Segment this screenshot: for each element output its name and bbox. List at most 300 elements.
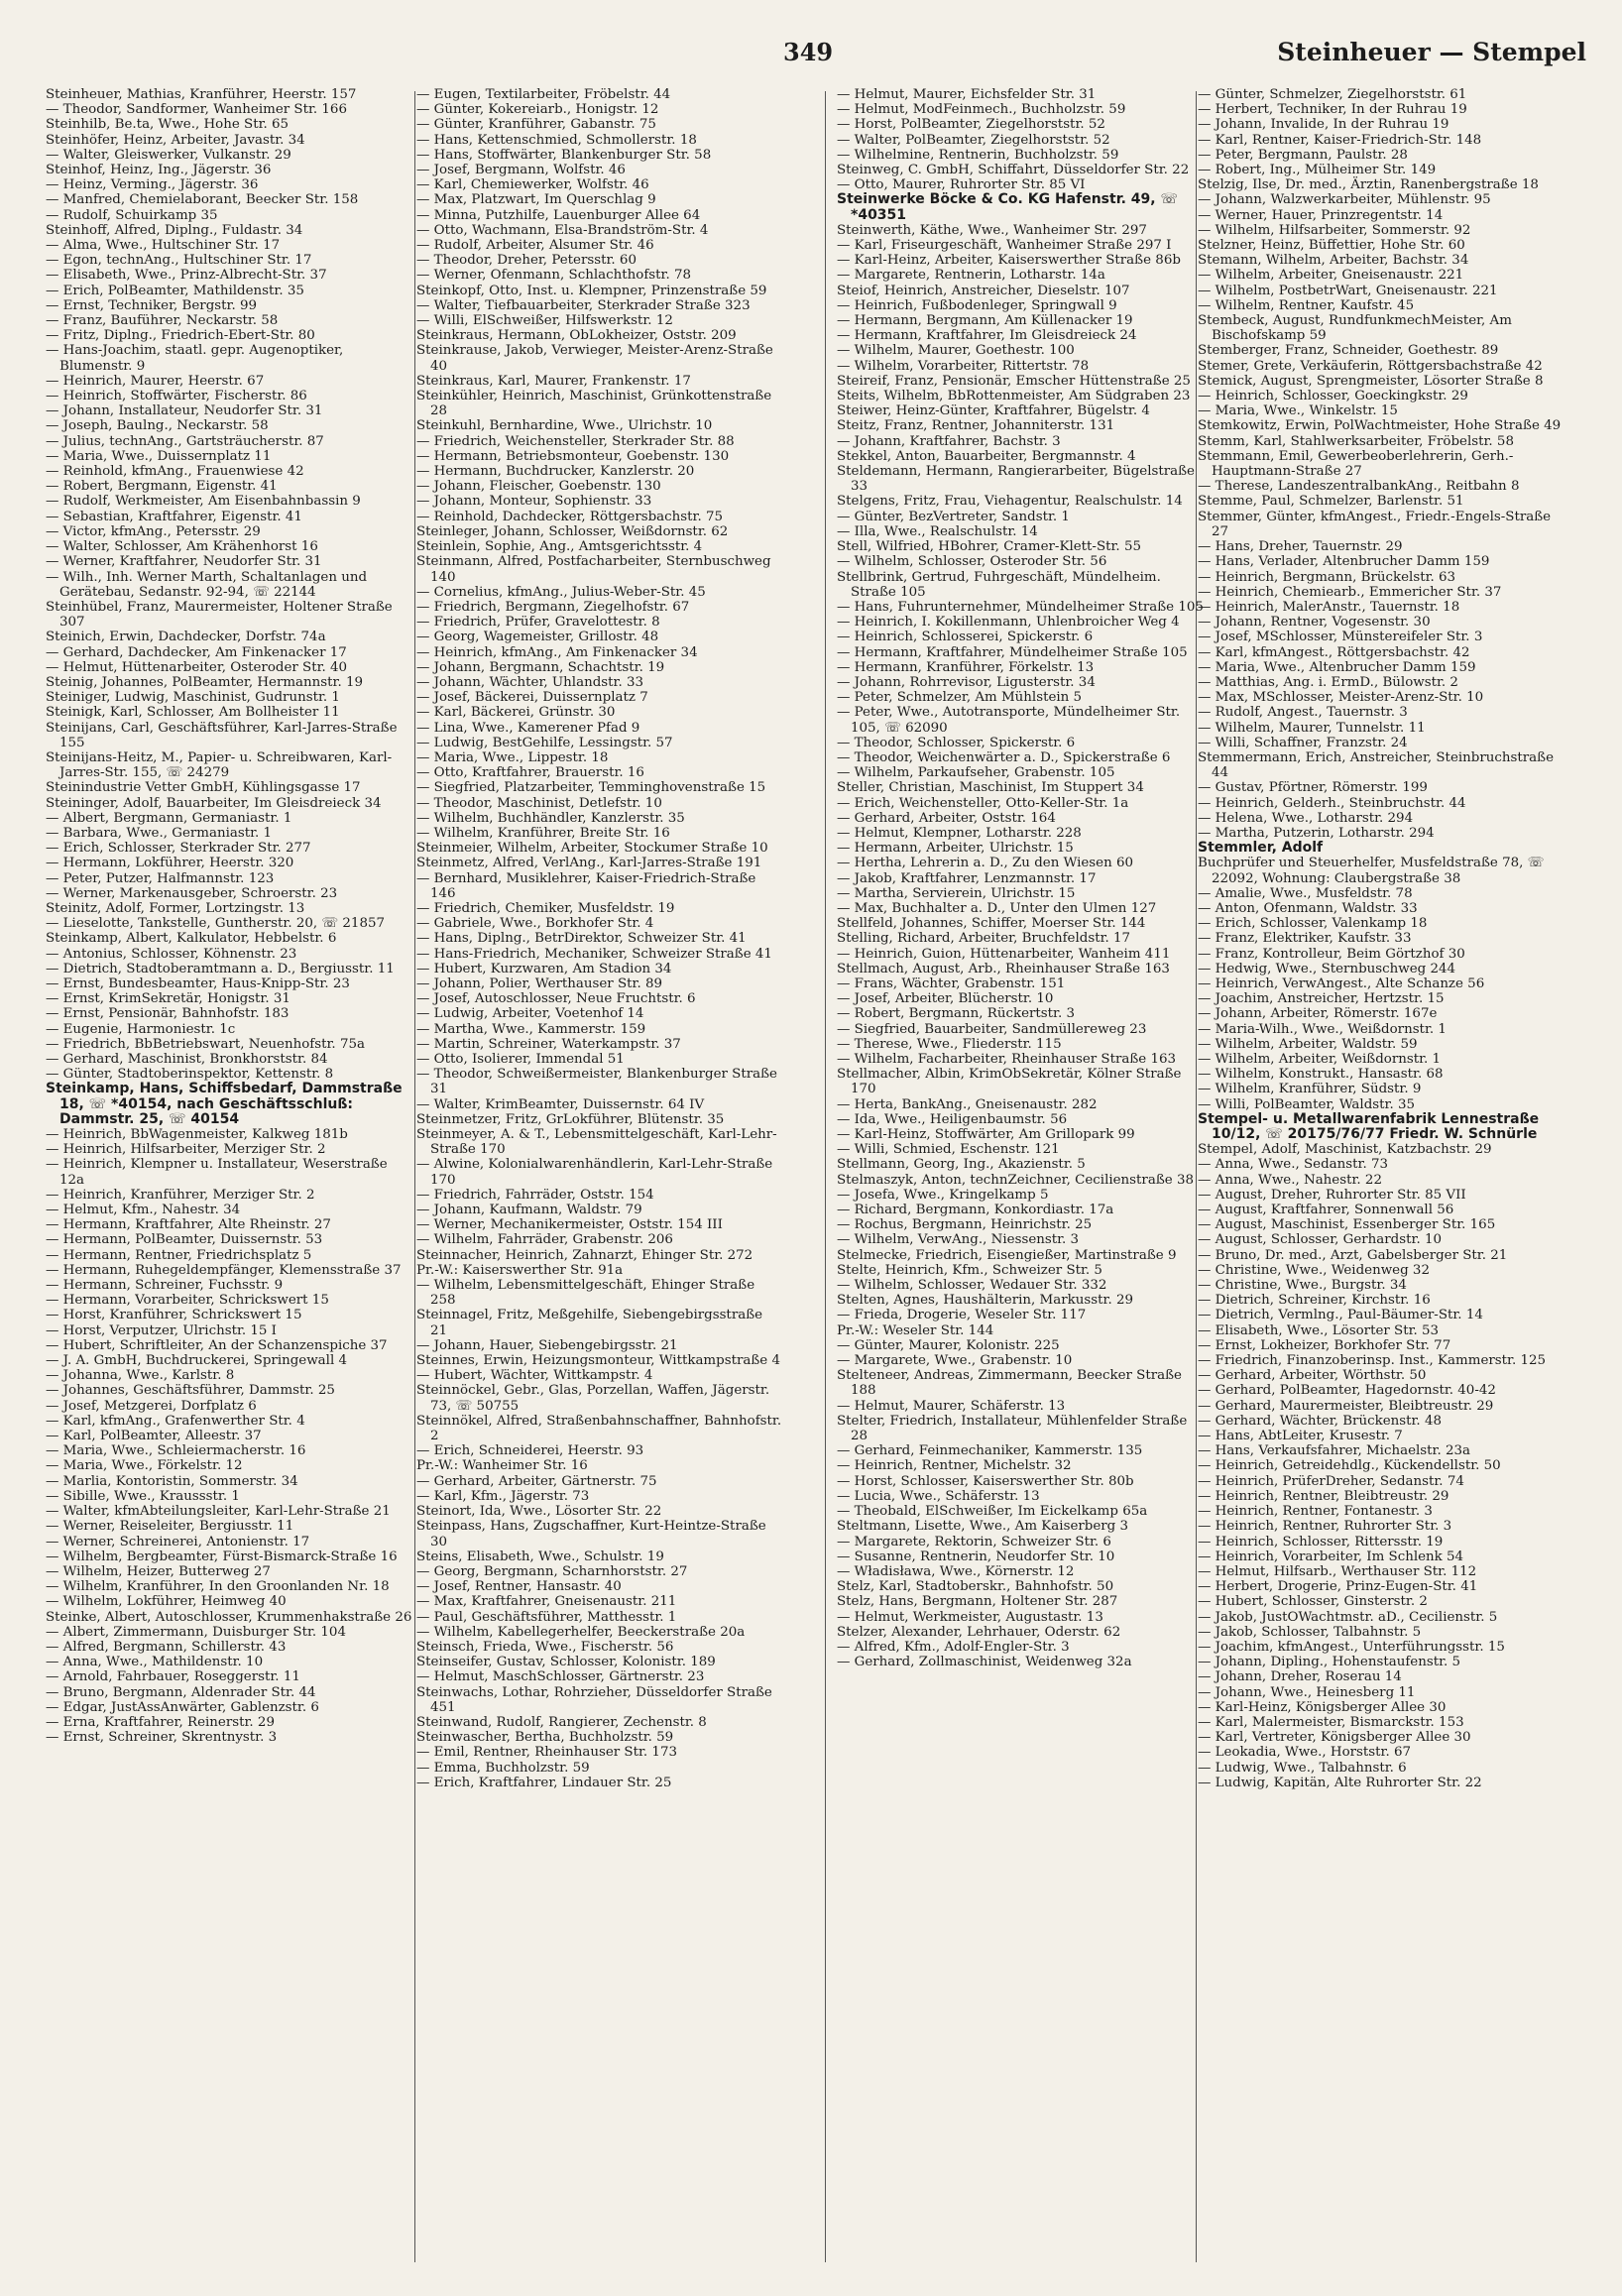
- directory-entry: — Heinrich, Stoffwärter, Fischerstr. 86: [46, 389, 307, 404]
- directory-entry: — Friedrich, Weichensteller, Sterkrader Str. 88: [416, 433, 735, 449]
- directory-entry: — Ludwig, Kapitän, Alte Ruhrorter Str. 22: [1198, 1775, 1482, 1790]
- directory-entry: — Egon, technAng., Hultschiner Str. 17: [46, 253, 312, 269]
- directory-entry: — Hermann, Kraftfahrer, Im Gleisdreieck 24: [837, 328, 1137, 344]
- directory-entry: — Gerhard, PolBeamter, Hagedornstr. 40-42: [1198, 1383, 1496, 1399]
- directory-entry: — Johann, Hauer, Siebengebirgsstr. 21: [416, 1337, 678, 1353]
- directory-entry: — Władisława, Wwe., Körnerstr. 12: [837, 1563, 1075, 1579]
- directory-entry: — Heinrich, BbWagenmeister, Kalkweg 181b: [46, 1127, 348, 1143]
- directory-entry: — Max, MSchlosser, Meister-Arenz-Str. 10: [1198, 690, 1484, 706]
- directory-entry: — Rudolf, Schuirkamp 35: [46, 207, 218, 223]
- directory-entry: — Margarete, Wwe., Grabenstr. 10: [837, 1353, 1073, 1369]
- directory-entry: — Maria, Wwe., Duissernplatz 11: [46, 448, 272, 464]
- directory-entry: — Reinhold, kfmAng., Frauenwiese 42: [46, 464, 304, 480]
- directory-entry: — Robert, Bergmann, Rückertstr. 3: [837, 1006, 1076, 1022]
- directory-entry: — Peter, Wwe., Autotransporte, Mündelheimer Str. 105, ☏ 62090: [837, 705, 1181, 736]
- directory-entry: — Wilhelm, Bergbeamter, Fürst-Bismarck-Straße 16: [46, 1549, 398, 1564]
- directory-entry: Steiwer, Heinz-Günter, Kraftfahrer, Bügelstr. 4: [837, 403, 1150, 419]
- directory-entry: — Jakob, JustOWachtmstr. aD., Cecilienstr. 5: [1198, 1609, 1498, 1625]
- directory-entry: Steinmeier, Wilhelm, Arbeiter, Stockumer Straße 10: [416, 841, 768, 857]
- directory-entry: Steinnökel, Alfred, Straßenbahnschaffner, Bahnhofstr. 2: [416, 1413, 782, 1444]
- directory-entry: — Hedwig, Wwe., Sternbuschweg 244: [1198, 961, 1456, 976]
- column-3: [837, 87, 1204, 2258]
- directory-entry: Stellbrink, Gertrud, Fuhrgeschäft, Mündelheim. Straße 105: [837, 569, 1161, 600]
- directory-entry: — Johann, Walzwerkarbeiter, Mühlenstr. 95: [1198, 192, 1491, 208]
- directory-entry: — Johann, Fleischer, Goebenstr. 130: [416, 479, 661, 495]
- directory-entry: Stempel, Adolf, Maschinist, Katzbachstr. 29: [1198, 1142, 1492, 1158]
- directory-entry: — Hermann, PolBeamter, Duissernstr. 53: [46, 1232, 323, 1248]
- directory-entry: — Jakob, Kraftfahrer, Lenzmannstr. 17: [837, 870, 1097, 886]
- directory-entry: — Hans, AbtLeiter, Krusestr. 7: [1198, 1429, 1403, 1444]
- directory-entry: — Alma, Wwe., Hultschiner Str. 17: [46, 238, 281, 254]
- directory-entry: Steinmetzer, Fritz, GrLokführer, Blütenstr. 35: [416, 1111, 725, 1127]
- directory-entry: — Bruno, Dr. med., Arzt, Gabelsberger Str. 21: [1198, 1247, 1508, 1263]
- directory-entry: — Helmut, Kfm., Nahestr. 34: [46, 1203, 241, 1218]
- directory-entry: — Otto, Maurer, Ruhrorter Str. 85 VI: [837, 177, 1086, 193]
- directory-entry: — Dietrich, Stadtoberamtmann a. D., Bergiusstr. 11: [46, 961, 395, 976]
- directory-entry: Steinijans-Heitz, M., Papier- u. Schreibwaren, Karl-Jarres-Str. 155, ☏ 24279: [46, 749, 393, 781]
- directory-entry: Steiniger, Ludwig, Maschinist, Gudrunstr. 1: [46, 690, 340, 706]
- directory-entry: — Heinrich, Rentner, Bleibtreustr. 29: [1198, 1488, 1449, 1504]
- directory-entry: — Martin, Schreiner, Waterkampstr. 37: [416, 1036, 681, 1052]
- directory-entry: — Werner, Ofenmann, Schlachthofstr. 78: [416, 268, 692, 284]
- directory-entry: — Therese, Wwe., Fliederstr. 115: [837, 1036, 1062, 1052]
- directory-entry: Steinheuer, Mathias, Kranführer, Heerstr. 157: [46, 87, 357, 102]
- directory-entry: Stemmermann, Erich, Anstreicher, Steinbruchstraße 44: [1198, 749, 1554, 781]
- directory-entry: Steinhof, Heinz, Ing., Jägerstr. 36: [46, 163, 272, 178]
- directory-entry: — Sibille, Wwe., Kraussstr. 1: [46, 1488, 240, 1504]
- directory-entry: — Hubert, Wächter, Wittkampstr. 4: [416, 1368, 653, 1384]
- directory-entry: — Johann, Dipling., Hohenstaufenstr. 5: [1198, 1655, 1461, 1670]
- directory-entry: — Christine, Wwe., Burgstr. 34: [1198, 1278, 1407, 1294]
- directory-entry: — Friedrich, Bergmann, Ziegelhofstr. 67: [416, 599, 690, 615]
- directory-entry: — Heinrich, Schlosser, Rittersstr. 19: [1198, 1534, 1444, 1550]
- directory-entry: — Heinrich, Guion, Hüttenarbeiter, Wanheim 411: [837, 946, 1171, 962]
- directory-entry: — Gerhard, Dachdecker, Am Finkenacker 17: [46, 644, 347, 660]
- directory-entry: — Peter, Bergmann, Paulstr. 28: [1198, 147, 1408, 163]
- directory-entry: — Heinrich, MalerAnstr., Tauernstr. 18: [1198, 599, 1460, 615]
- directory-entry: — Horst, PolBeamter, Ziegelhorststr. 52: [837, 117, 1105, 133]
- directory-entry: — Helmut, ModFeinmech., Buchholzstr. 59: [837, 102, 1126, 118]
- directory-entry: — Anna, Wwe., Sedanstr. 73: [1198, 1157, 1388, 1173]
- directory-entry: Steinkamp, Hans, Schiffsbedarf, Dammstraße 18, ☏ *40154, nach Geschäftsschluß: Dammstr. 25, ☏ 40154: [46, 1081, 403, 1127]
- directory-entry: — Johann, Polier, Werthauser Str. 89: [416, 976, 663, 991]
- directory-entry: — Günter, Kokereiarb., Honigstr. 12: [416, 102, 659, 118]
- directory-entry: Steinwerth, Käthe, Wwe., Wanheimer Str. 297: [837, 222, 1147, 238]
- directory-entry: — Marlia, Kontoristin, Sommerstr. 34: [46, 1473, 298, 1489]
- directory-entry: Steinpass, Hans, Zugschaffner, Kurt-Heintze-Straße 30: [416, 1519, 766, 1550]
- directory-entry: — Wilhelm, Arbeiter, Waldstr. 59: [1198, 1036, 1418, 1052]
- directory-entry: — Ernst, Schreiner, Skrentnystr. 3: [46, 1730, 278, 1746]
- directory-entry: — J. A. GmbH, Buchdruckerei, Springewall 4: [46, 1353, 348, 1369]
- directory-entry: — Maria, Wwe., Förkelstr. 12: [46, 1458, 243, 1474]
- directory-entry: — Julius, technAng., Gartsträucherstr. 87: [46, 433, 324, 449]
- directory-entry: Steinmann, Alfred, Postfacharbeiter, Sternbuschweg 140: [416, 554, 771, 585]
- directory-entry: — Wilhelm, Lebensmittelgeschäft, Ehinger Straße 258: [416, 1278, 755, 1309]
- directory-entry: — August, Schlosser, Gerhardstr. 10: [1198, 1232, 1442, 1248]
- directory-entry: — Martha, Servierein, Ulrichstr. 15: [837, 885, 1076, 901]
- directory-entry: — Wilhelm, PostbetrWart, Gneisenaustr. 221: [1198, 283, 1498, 298]
- directory-entry: Stelzig, Ilse, Dr. med., Ärztin, Ranenbergstraße 18: [1198, 177, 1539, 193]
- directory-entry: — Otto, Wachmann, Elsa-Brandström-Str. 4: [416, 222, 709, 238]
- directory-entry: — Hermann, Kraftfahrer, Alte Rheinstr. 27: [46, 1217, 331, 1233]
- directory-entry: — Robert, Ing., Mülheimer Str. 149: [1198, 163, 1437, 178]
- directory-entry: — Dietrich, Vermlng., Paul-Bäumer-Str. 14: [1198, 1308, 1483, 1323]
- directory-entry: — Johann, Rohrrevisor, Ligusterstr. 34: [837, 674, 1096, 690]
- directory-entry: — Wilhelm, Buchhändler, Kanzlerstr. 35: [416, 810, 685, 826]
- directory-entry: Stemmer, Günter, kfmAngest., Friedr.-Engels-Straße 27: [1198, 509, 1552, 539]
- directory-entry: — Karl, Friseurgeschäft, Wanheimer Straße 297 I: [837, 238, 1172, 254]
- directory-entry: — Heinrich, PrüferDreher, Sedanstr. 74: [1198, 1473, 1464, 1489]
- directory-entry: Stemberger, Franz, Schneider, Goethestr. 89: [1198, 343, 1499, 359]
- column-4: [1198, 87, 1564, 2258]
- directory-entry: Steinwerke Böcke & Co. KG Hafenstr. 49, ☏ *40351: [837, 191, 1178, 223]
- directory-entry: — Eugen, Textilarbeiter, Fröbelstr. 44: [416, 87, 671, 102]
- directory-entry: Stellfeld, Johannes, Schiffer, Moerser Str. 144: [837, 916, 1146, 932]
- directory-entry: — Heinrich, Rentner, Michelstr. 32: [837, 1458, 1072, 1474]
- directory-entry: — Willi, ElSchweißer, Hilfswerkstr. 12: [416, 313, 673, 329]
- directory-entry: — Elisabeth, Wwe., Prinz-Albrecht-Str. 37: [46, 268, 327, 284]
- directory-entry: — Willi, Schaffner, Franzstr. 24: [1198, 735, 1408, 750]
- directory-entry: Buchprüfer und Steuerhelfer, Musfeldstraße 78, ☏ 22092, Wohnung: Claubergstraße 38: [1198, 856, 1545, 886]
- directory-entry: — Johanna, Wwe., Karlstr. 8: [46, 1368, 235, 1384]
- directory-entry: — Ludwig, Arbeiter, Voetenhof 14: [416, 1006, 644, 1022]
- directory-entry: — Ludwig, BestGehilfe, Lessingstr. 57: [416, 735, 673, 750]
- directory-entry: Steits, Wilhelm, BbRottenmeister, Am Südgraben 23: [837, 389, 1191, 404]
- directory-entry: — Heinrich, Klempner u. Installateur, Weserstraße 12a: [46, 1157, 388, 1188]
- directory-entry: — Helmut, Hilfsarb., Werthauser Str. 112: [1198, 1563, 1477, 1579]
- directory-entry: — Werner, Mechanikermeister, Oststr. 154 III: [416, 1217, 723, 1233]
- directory-entry: — Hermann, Buchdrucker, Kanzlerstr. 20: [416, 464, 695, 480]
- directory-entry: — Hans, Verlader, Altenbrucher Damm 159: [1198, 554, 1490, 570]
- directory-entry: — Wilhelm, Rentner, Kaufstr. 45: [1198, 297, 1415, 313]
- directory-entry: Steinwand, Rudolf, Rangierer, Zechenstr. 8: [416, 1714, 707, 1730]
- directory-entry: Steinweg, C. GmbH, Schiffahrt, Düsseldorfer Str. 22: [837, 163, 1190, 178]
- directory-entry: — Matthias, Ang. i. ErmD., Bülowstr. 2: [1198, 674, 1458, 690]
- directory-entry: — Erich, Schlosser, Sterkrader Str. 277: [46, 841, 311, 857]
- directory-entry: — Heinrich, Rentner, Fontanestr. 3: [1198, 1504, 1433, 1520]
- directory-entry: — Wilhelm, Kranführer, Südstr. 9: [1198, 1082, 1422, 1097]
- directory-entry: Steinwachs, Lothar, Rohrzieher, Düsseldorfer Straße 451: [416, 1684, 772, 1715]
- directory-entry: Steinkamp, Albert, Kalkulator, Hebbelstr. 6: [46, 931, 337, 947]
- directory-entry: — Ernst, Bundesbeamter, Haus-Knipp-Str. 23: [46, 976, 350, 991]
- directory-entry: — Alwine, Kolonialwarenhändlerin, Karl-Lehr-Straße 170: [416, 1157, 773, 1188]
- directory-entry: — Martha, Putzerin, Lotharstr. 294: [1198, 825, 1435, 841]
- directory-entry: — Siegfried, Bauarbeiter, Sandmüllereweg 23: [837, 1021, 1147, 1037]
- directory-entry: Steins, Elisabeth, Wwe., Schulstr. 19: [416, 1549, 664, 1564]
- directory-entry: — Wilh., Inh. Werner Marth, Schaltanlagen und Gerätebau, Sedanstr. 92-94, ☏ 22144: [46, 569, 368, 600]
- directory-entry: Stemm, Karl, Stahlwerksarbeiter, Fröbelstr. 58: [1198, 433, 1514, 449]
- directory-entry: — Gerhard, Arbeiter, Gärtnerstr. 75: [416, 1473, 657, 1489]
- directory-entry: Stelmecke, Friedrich, Eisengießer, Martinstraße 9: [837, 1247, 1177, 1263]
- directory-entry: — Albert, Bergmann, Germaniastr. 1: [46, 810, 292, 826]
- directory-entry: — Erich, Weichensteller, Otto-Keller-Str. 1a: [837, 795, 1129, 811]
- directory-entry: Pr.-W.: Kaiserswerther Str. 91a: [416, 1262, 624, 1278]
- directory-entry: — Albert, Zimmermann, Duisburger Str. 104: [46, 1624, 346, 1640]
- directory-entry: — Joachim, Anstreicher, Hertzstr. 15: [1198, 991, 1445, 1007]
- directory-entry: — Maria, Wwe., Schleiermacherstr. 16: [46, 1443, 306, 1459]
- directory-entry: — Robert, Bergmann, Eigenstr. 41: [46, 479, 278, 495]
- directory-entry: — Heinrich, Chemiearb., Emmericher Str. 37: [1198, 584, 1502, 600]
- directory-entry: — Heinrich, Gelderh., Steinbruchstr. 44: [1198, 795, 1466, 811]
- directory-entry: — Hubert, Schriftleiter, An der Schanzenspiche 37: [46, 1337, 388, 1353]
- directory-entry: — Wilhelm, Konstrukt., Hansastr. 68: [1198, 1067, 1444, 1083]
- directory-entry: — Bernhard, Musiklehrer, Kaiser-Friedrich-Straße 146: [416, 870, 756, 901]
- directory-entry: — Walter, Schlosser, Am Krähenhorst 16: [46, 539, 318, 555]
- directory-entry: Steinwascher, Bertha, Buchholzstr. 59: [416, 1730, 674, 1746]
- directory-entry: — Heinrich, Schlosserei, Spickerstr. 6: [837, 630, 1094, 645]
- directory-entry: — Martha, Wwe., Kammerstr. 159: [416, 1021, 646, 1037]
- directory-entry: — Gabriele, Wwe., Borkhofer Str. 4: [416, 916, 654, 932]
- directory-entry: Steinmetz, Alfred, VerlAng., Karl-Jarres-Straße 191: [416, 856, 762, 871]
- directory-entry: Stekkel, Anton, Bauarbeiter, Bergmannstr. 4: [837, 448, 1136, 464]
- directory-entry: — Horst, Kranführer, Schrickswert 15: [46, 1308, 302, 1323]
- directory-entry: — Heinrich, Maurer, Heerstr. 67: [46, 373, 265, 389]
- directory-entry: — Heinrich, Vorarbeiter, Im Schlenk 54: [1198, 1549, 1464, 1564]
- directory-entry: — Hermann, Vorarbeiter, Schrickswert 15: [46, 1293, 329, 1309]
- page-title: Steinheuer — Stempel: [1277, 38, 1586, 66]
- directory-entry: — Max, Buchhalter a. D., Unter den Ulmen 127: [837, 900, 1157, 916]
- directory-entry: — Theobald, ElSchweißer, Im Eickelkamp 65a: [837, 1504, 1148, 1520]
- directory-entry: — Lieselotte, Tankstelle, Guntherstr. 20, ☏ 21857: [46, 916, 386, 932]
- directory-entry: Stellmann, Georg, Ing., Akazienstr. 5: [837, 1157, 1086, 1173]
- directory-entry: Steinig, Johannes, PolBeamter, Hermannstr. 19: [46, 674, 364, 690]
- directory-entry: — Josef, MSchlosser, Münstereifeler Str. 3: [1198, 630, 1483, 645]
- directory-entry: — Heinz, Verming., Jägerstr. 36: [46, 177, 259, 193]
- directory-entry: — Amalie, Wwe., Musfeldstr. 78: [1198, 885, 1413, 901]
- directory-entry: — Heinrich, Rentner, Ruhrorter Str. 3: [1198, 1519, 1452, 1535]
- directory-entry: — Helmut, Werkmeister, Augustastr. 13: [837, 1609, 1103, 1625]
- directory-entry: — Wilhelm, Maurer, Goethestr. 100: [837, 343, 1075, 359]
- directory-entry: — Helmut, Maurer, Schäferstr. 13: [837, 1398, 1066, 1414]
- directory-entry: — Johann, Arbeiter, Römerstr. 167e: [1198, 1006, 1438, 1022]
- directory-entry: Steinnes, Erwin, Heizungsmonteur, Wittkampstraße 4: [416, 1353, 780, 1369]
- directory-entry: Stellmach, August, Arb., Rheinhauser Straße 163: [837, 961, 1170, 976]
- directory-entry: — Herbert, Drogerie, Prinz-Eugen-Str. 41: [1198, 1579, 1478, 1595]
- directory-entry: — Heinrich, kfmAng., Am Finkenacker 34: [416, 644, 698, 660]
- directory-entry: — Walter, Gleiswerker, Vulkanstr. 29: [46, 147, 291, 163]
- directory-entry: — Heinrich, Hilfsarbeiter, Merziger Str. 2: [46, 1142, 326, 1158]
- directory-entry: — Ernst, Techniker, Bergstr. 99: [46, 297, 258, 313]
- directory-entry: — Gerhard, Wächter, Brückenstr. 48: [1198, 1413, 1442, 1429]
- directory-entry: Stemer, Grete, Verkäuferin, Röttgersbachstraße 42: [1198, 358, 1543, 374]
- directory-entry: — Gerhard, Feinmechaniker, Kammerstr. 135: [837, 1443, 1143, 1459]
- directory-entry: — Josef, Metzgerei, Dorfplatz 6: [46, 1398, 257, 1414]
- directory-entry: Stelz, Karl, Stadtoberskr., Bahnhofstr. 50: [837, 1579, 1114, 1595]
- directory-entry: — Josef, Arbeiter, Blücherstr. 10: [837, 991, 1054, 1007]
- directory-entry: Steinich, Erwin, Dachdecker, Dorfstr. 74a: [46, 630, 326, 645]
- directory-entry: — Antonius, Schlosser, Köhnenstr. 23: [46, 946, 297, 962]
- directory-entry: — Theodor, Sandformer, Wanheimer Str. 166: [46, 102, 347, 118]
- directory-entry: — Walter, PolBeamter, Ziegelhorststr. 52: [837, 132, 1110, 148]
- directory-entry: Stelz, Hans, Bergmann, Holtener Str. 287: [837, 1594, 1118, 1610]
- directory-entry: — Margarete, Rektorin, Schweizer Str. 6: [837, 1534, 1111, 1550]
- directory-entry: Steinnacher, Heinrich, Zahnarzt, Ehinger Str. 272: [416, 1247, 753, 1263]
- directory-entry: — Helena, Wwe., Lotharstr. 294: [1198, 810, 1414, 826]
- directory-entry: — Dietrich, Schreiner, Kirchstr. 16: [1198, 1293, 1431, 1309]
- directory-entry: — Willi, Schmied, Eschenstr. 121: [837, 1142, 1060, 1158]
- directory-entry: Steller, Christian, Maschinist, Im Stuppert 34: [837, 780, 1144, 796]
- directory-entry: — Bruno, Bergmann, Aldenrader Str. 44: [46, 1684, 316, 1700]
- directory-entry: — Johann, Dreher, Roserau 14: [1198, 1669, 1402, 1685]
- directory-entry: Steinkraus, Karl, Maurer, Frankenstr. 17: [416, 373, 691, 389]
- directory-entry: — Heinrich, Getreidehdlg., Kückendellstr. 50: [1198, 1458, 1501, 1474]
- directory-entry: Stemme, Paul, Schmelzer, Barlenstr. 51: [1198, 494, 1464, 510]
- directory-entry: Pr.-W.: Wanheimer Str. 16: [416, 1458, 588, 1474]
- directory-entry: — Hermann, Kranführer, Förkelstr. 13: [837, 659, 1095, 675]
- directory-entry: — Karl-Heinz, Stoffwärter, Am Grillopark 99: [837, 1127, 1135, 1143]
- directory-entry: — Wilhelm, Kabellegerhelfer, Beeckerstraße 20a: [416, 1624, 746, 1640]
- directory-entry: Stelgens, Fritz, Frau, Viehagentur, Realschulstr. 14: [837, 494, 1183, 510]
- directory-entry: — Karl, kfmAng., Grafenwerther Str. 4: [46, 1413, 305, 1429]
- directory-entry: — Gerhard, Maurermeister, Bleibtreustr. 29: [1198, 1398, 1494, 1414]
- directory-entry: Steinort, Ida, Wwe., Lösorter Str. 22: [416, 1504, 662, 1520]
- directory-entry: Steltmann, Lisette, Wwe., Am Kaiserberg 3: [837, 1519, 1129, 1535]
- directory-entry: — Jakob, Schlosser, Talbahnstr. 5: [1198, 1624, 1422, 1640]
- directory-entry: — Wilhelm, Vorarbeiter, Rittertstr. 78: [837, 358, 1090, 374]
- directory-entry: — Karl, Rentner, Kaiser-Friedrich-Str. 148: [1198, 132, 1482, 148]
- directory-entry: Stell, Wilfried, HBohrer, Cramer-Klett-Str. 55: [837, 539, 1141, 555]
- directory-entry: — Wilhelm, Kranführer, In den Groonlanden Nr. 18: [46, 1579, 390, 1595]
- directory-entry: — Hermann, Lokführer, Heerstr. 320: [46, 856, 294, 871]
- directory-entry: — Illa, Wwe., Realschulstr. 14: [837, 523, 1038, 539]
- directory-entry: — Karl, Vertreter, Königsberger Allee 30: [1198, 1730, 1471, 1746]
- directory-entry: Steinke, Albert, Autoschlosser, Krummenhakstraße 26: [46, 1609, 412, 1625]
- directory-entry: — Hans-Friedrich, Mechaniker, Schweizer Straße 41: [416, 946, 772, 962]
- directory-entry: — Erna, Kraftfahrer, Reinerstr. 29: [46, 1714, 275, 1730]
- directory-entry: — Josef, Bergmann, Wolfstr. 46: [416, 163, 626, 178]
- directory-entry: — Wilhelm, Arbeiter, Weißdornstr. 1: [1198, 1052, 1442, 1067]
- directory-entry: — Günter, Kranführer, Gabanstr. 75: [416, 117, 656, 133]
- directory-entry: — Wilhelm, Lokführer, Heimweg 40: [46, 1594, 287, 1610]
- directory-entry: Stemmann, Emil, Gewerbeoberlehrerin, Gerh.-Hauptmann-Straße 27: [1198, 448, 1514, 480]
- directory-entry: — Cornelius, kfmAng., Julius-Weber-Str. 45: [416, 584, 706, 600]
- directory-entry: — Arnold, Fahrbauer, Roseggerstr. 11: [46, 1669, 300, 1685]
- directory-entry: — Hermann, Schreiner, Fuchsstr. 9: [46, 1278, 284, 1294]
- directory-entry: — Heinrich, Kranführer, Merziger Str. 2: [46, 1187, 315, 1203]
- directory-entry: — Maria, Wwe., Lippestr. 18: [416, 749, 609, 765]
- directory-entry: — Karl, Chemiewerker, Wolfstr. 46: [416, 177, 649, 193]
- directory-entry: — Susanne, Rentnerin, Neudorfer Str. 10: [837, 1549, 1115, 1564]
- directory-entry: — Siegfried, Platzarbeiter, Temminghovenstraße 15: [416, 780, 766, 796]
- directory-entry: — Josef, Bäckerei, Duissernplatz 7: [416, 690, 648, 706]
- directory-entry: — Hertha, Lehrerin a. D., Zu den Wiesen 60: [837, 856, 1134, 871]
- directory-entry: — Wilhelm, Heizer, Butterweg 27: [46, 1563, 271, 1579]
- directory-entry: Steinleger, Johann, Schlosser, Weißdornstr. 62: [416, 523, 729, 539]
- directory-entry: Stemkowitz, Erwin, PolWachtmeister, Hohe Straße 49: [1198, 418, 1562, 434]
- directory-entry: — Theodor, Weichenwärter a. D., Spickerstraße 6: [837, 749, 1171, 765]
- directory-entry: — Heinrich, Bergmann, Brückelstr. 63: [1198, 569, 1456, 585]
- directory-entry: Stelte, Heinrich, Kfm., Schweizer Str. 5: [837, 1262, 1102, 1278]
- directory-entry: — Hans, Kettenschmied, Schmollerstr. 18: [416, 132, 697, 148]
- directory-entry: — Fritz, Diplng., Friedrich-Ebert-Str. 80: [46, 328, 315, 344]
- directory-entry: — Gerhard, Zollmaschinist, Weidenweg 32a: [837, 1655, 1132, 1670]
- directory-entry: Stelling, Richard, Arbeiter, Bruchfeldstr. 17: [837, 931, 1131, 947]
- directory-entry: — Alfred, Bergmann, Schillerstr. 43: [46, 1639, 287, 1655]
- directory-entry: — Christine, Wwe., Weidenweg 32: [1198, 1262, 1430, 1278]
- directory-entry: — Hermann, Betriebsmonteur, Goebenstr. 130: [416, 448, 730, 464]
- directory-entry: — Johann, Invalide, In der Ruhrau 19: [1198, 117, 1449, 133]
- directory-entry: — Franz, Elektriker, Kaufstr. 33: [1198, 931, 1412, 947]
- directory-entry: Stembeck, August, RundfunkmechMeister, Am Bischofskamp 59: [1198, 313, 1512, 344]
- directory-entry: — Willi, PolBeamter, Waldstr. 35: [1198, 1096, 1415, 1112]
- directory-entry: — August, Dreher, Ruhrorter Str. 85 VII: [1198, 1187, 1466, 1203]
- directory-entry: — Günter, Schmelzer, Ziegelhorststr. 61: [1198, 87, 1467, 102]
- directory-entry: — Wilhelm, Fahrräder, Grabenstr. 206: [416, 1232, 673, 1248]
- directory-entry: — Friedrich, Prüfer, Gravelottestr. 8: [416, 615, 660, 631]
- directory-entry: — Walter, KrimBeamter, Duissernstr. 64 IV: [416, 1096, 705, 1112]
- directory-entry: — Georg, Wagemeister, Grillostr. 48: [416, 630, 659, 645]
- directory-entry: — Sebastian, Kraftfahrer, Eigenstr. 41: [46, 509, 302, 524]
- directory-entry: — Wilhelm, Schlosser, Wedauer Str. 332: [837, 1278, 1107, 1294]
- directory-entry: — Frieda, Drogerie, Weseler Str. 117: [837, 1308, 1087, 1323]
- directory-entry: — Johann, Wwe., Heinesberg 11: [1198, 1684, 1416, 1700]
- directory-entry: — Anna, Wwe., Mathildenstr. 10: [46, 1655, 264, 1670]
- directory-entry: — Emil, Rentner, Rheinhauser Str. 173: [416, 1745, 677, 1761]
- directory-entry: — Helmut, MaschSchlosser, Gärtnerstr. 23: [416, 1669, 705, 1685]
- directory-entry: Steiof, Heinrich, Anstreicher, Dieselstr. 107: [837, 283, 1130, 298]
- directory-entry: — Max, Platzwart, Im Querschlag 9: [416, 192, 656, 208]
- directory-columns: [46, 87, 1596, 2258]
- directory-entry: — Walter, kfmAbteilungsleiter, Karl-Lehr-Straße 21: [46, 1504, 391, 1520]
- directory-entry: — Theodor, Maschinist, Detlefstr. 10: [416, 795, 662, 811]
- directory-entry: — Heinrich, I. Kokillenmann, Uhlenbroicher Weg 4: [837, 615, 1180, 631]
- directory-entry: — Karl, Malermeister, Bismarckstr. 153: [1198, 1714, 1464, 1730]
- directory-entry: — Hans, Dreher, Tauernstr. 29: [1198, 539, 1403, 555]
- column-2: [416, 87, 783, 2258]
- directory-entry: — Johann, Bergmann, Schachtstr. 19: [416, 659, 665, 675]
- directory-entry: — Wilhelm, Arbeiter, Gneisenaustr. 221: [1198, 268, 1464, 284]
- directory-entry: — August, Kraftfahrer, Sonnenwall 56: [1198, 1203, 1454, 1218]
- directory-entry: — Josef, Autoschlosser, Neue Fruchtstr. 6: [416, 991, 696, 1007]
- directory-entry: — Werner, Hauer, Prinzregentstr. 14: [1198, 207, 1444, 223]
- directory-entry: — Reinhold, Dachdecker, Röttgersbachstr. 75: [416, 509, 724, 524]
- directory-entry: — Horst, Verputzer, Ulrichstr. 15 I: [46, 1322, 277, 1338]
- directory-entry: Steinnagel, Fritz, Meßgehilfe, Siebengebirgsstraße 21: [416, 1308, 763, 1338]
- directory-entry: Stellmacher, Albin, KrimObSekretär, Kölner Straße 170: [837, 1067, 1182, 1097]
- directory-entry: — Otto, Kraftfahrer, Brauerstr. 16: [416, 765, 644, 781]
- directory-entry: Steinkrause, Jakob, Verwieger, Meister-Arenz-Straße 40: [416, 343, 773, 374]
- directory-entry: — Peter, Schmelzer, Am Mühlstein 5: [837, 690, 1083, 706]
- directory-entry: Steinhöfer, Heinz, Arbeiter, Javastr. 34: [46, 132, 305, 148]
- directory-entry: — Johann, Kaufmann, Waldstr. 79: [416, 1203, 642, 1218]
- directory-entry: — August, Maschinist, Essenberger Str. 165: [1198, 1217, 1496, 1233]
- directory-entry: — Karl-Heinz, Königsberger Allee 30: [1198, 1699, 1447, 1715]
- directory-entry: — Anton, Ofenmann, Waldstr. 33: [1198, 900, 1418, 916]
- directory-entry: — Erich, Schlosser, Valenkamp 18: [1198, 916, 1428, 932]
- directory-entry: — Theodor, Schweißermeister, Blankenburger Straße 31: [416, 1067, 777, 1097]
- directory-entry: Steinhilb, Be.ta, Wwe., Hohe Str. 65: [46, 117, 290, 133]
- directory-entry: — Friedrich, Chemiker, Musfeldstr. 19: [416, 900, 675, 916]
- directory-entry: — Ida, Wwe., Heiligenbaumstr. 56: [837, 1111, 1068, 1127]
- directory-entry: — Lina, Wwe., Kamerener Pfad 9: [416, 720, 640, 736]
- directory-entry: — Günter, Maurer, Kolonistr. 225: [837, 1337, 1060, 1353]
- directory-entry: Stemick, August, Sprengmeister, Lösorter Straße 8: [1198, 373, 1544, 389]
- directory-entry: Pr.-W.: Weseler Str. 144: [837, 1322, 994, 1338]
- directory-entry: Steinhoff, Alfred, Diplng., Fuldastr. 34: [46, 222, 303, 238]
- directory-entry: — Hubert, Schlosser, Ginsterstr. 2: [1198, 1594, 1428, 1610]
- directory-entry: — Hermann, Ruhegeldempfänger, Klemensstraße 37: [46, 1262, 402, 1278]
- directory-entry: — Rudolf, Werkmeister, Am Eisenbahnbassin 9: [46, 494, 361, 510]
- directory-entry: — Wilhelm, VerwAng., Niessenstr. 3: [837, 1232, 1080, 1248]
- directory-entry: — Hermann, Arbeiter, Ulrichstr. 15: [837, 841, 1074, 857]
- page-number: 349: [783, 38, 834, 66]
- directory-entry: — Günter, Stadtoberinspektor, Kettenstr. 8: [46, 1067, 334, 1083]
- directory-entry: — Emma, Buchholzstr. 59: [416, 1760, 590, 1776]
- directory-entry: Steinkraus, Hermann, ObLokheizer, Oststr. 209: [416, 328, 737, 344]
- directory-entry: — Karl, kfmAngest., Röttgersbachstr. 42: [1198, 644, 1470, 660]
- directory-entry: — Johann, Rentner, Vogesenstr. 30: [1198, 615, 1431, 631]
- directory-entry: Steinijans, Carl, Geschäftsführer, Karl-Jarres-Straße 155: [46, 720, 398, 750]
